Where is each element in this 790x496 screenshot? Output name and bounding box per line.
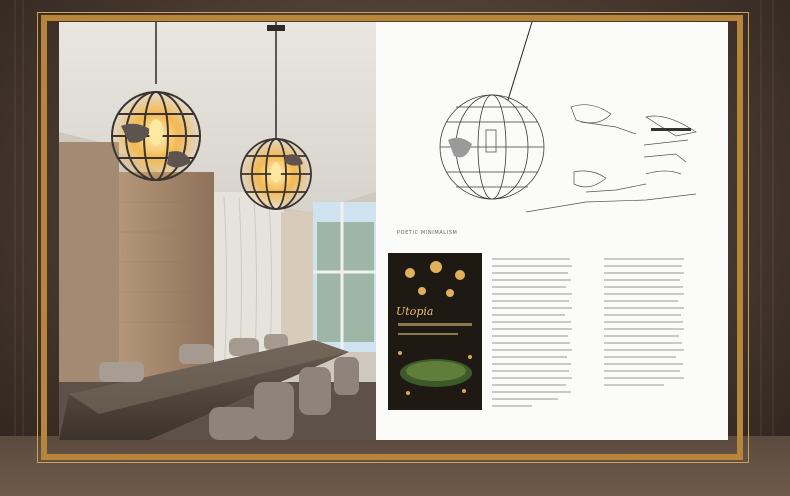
backdrop-stripe: [760, 0, 762, 496]
meeting-room-photo: [59, 22, 376, 440]
section-heading: POETIC MINIMALISM: [397, 230, 458, 236]
catalogue-page: [376, 22, 728, 440]
restaurant-illustration: [388, 253, 482, 410]
globe-lamp-sketch: [376, 22, 728, 232]
backdrop-stripe: [14, 0, 16, 496]
meeting-room-illustration: [59, 22, 376, 440]
inset-restaurant-photo: [388, 253, 482, 410]
backdrop-stripe: [22, 0, 24, 496]
backdrop-stripe: [772, 0, 774, 496]
inset-title: Utopia: [396, 305, 434, 318]
